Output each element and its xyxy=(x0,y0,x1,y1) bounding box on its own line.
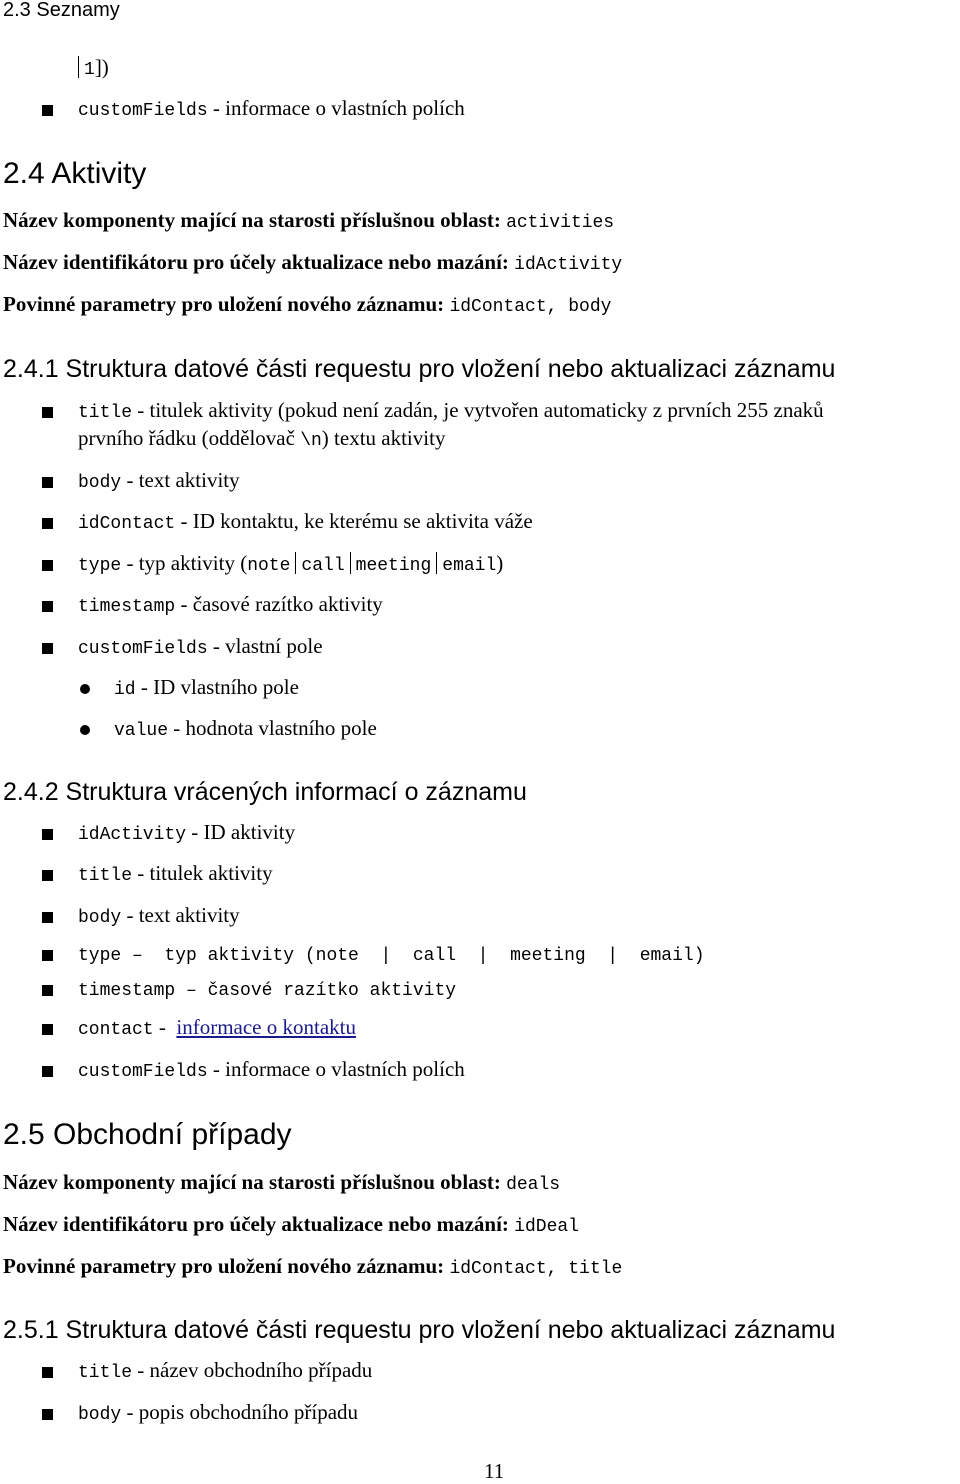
square-bullet-icon xyxy=(42,829,53,840)
round-bullet-icon xyxy=(80,684,90,694)
meta-label: Název komponenty mající na starosti příslušnou oblast: xyxy=(3,208,501,232)
subsection-heading: 2.4.2 Struktura vrácených informací o záznamu xyxy=(3,778,527,806)
separator xyxy=(350,552,351,574)
meta-label: Název komponenty mající na starosti příslušnou oblast: xyxy=(3,1170,501,1194)
item-text: - název obchodního případu xyxy=(132,1358,373,1382)
item-code: id xyxy=(114,680,136,700)
running-header: 2.3 Seznamy xyxy=(3,0,120,21)
type-option: meeting xyxy=(355,556,432,576)
square-bullet-icon xyxy=(42,1409,53,1420)
item-code: customFields xyxy=(78,639,208,659)
item-code: contact xyxy=(78,1020,154,1040)
meta-label: Název identifikátoru pro účely aktualizace nebo mazání: xyxy=(3,250,509,274)
item-code: type xyxy=(78,556,122,576)
item-code: \n xyxy=(300,431,322,451)
item-code: body xyxy=(78,473,122,493)
item-code: body xyxy=(78,908,122,928)
item-code: title xyxy=(78,866,133,886)
page-number: 11 xyxy=(484,1459,505,1483)
item-text: – typ aktivity (note | call | meeting | email) xyxy=(121,946,705,966)
item-text: - xyxy=(153,1015,177,1039)
item-text: - text aktivity xyxy=(121,468,240,492)
meta-value: idContact, body xyxy=(449,297,612,317)
type-option: note xyxy=(247,556,291,576)
square-bullet-icon xyxy=(42,643,53,654)
type-option: email xyxy=(442,556,497,576)
square-bullet-icon xyxy=(42,985,53,996)
meta-value: activities xyxy=(506,213,615,233)
meta-line xyxy=(3,292,611,317)
item-code: customFields xyxy=(78,1062,208,1082)
item-text: - hodnota vlastního pole xyxy=(168,716,377,740)
item-code: idActivity xyxy=(78,825,187,845)
square-bullet-icon xyxy=(42,870,53,881)
contact-info-link[interactable]: informace o kontaktu xyxy=(176,1015,356,1039)
square-bullet-icon xyxy=(42,601,53,612)
square-bullet-icon xyxy=(42,1367,53,1378)
item-text: - ID kontaktu, ke kterému se aktivita váže xyxy=(175,509,533,533)
section-heading: 2.5 Obchodní případy xyxy=(3,1118,292,1151)
meta-label: Povinné parametry pro uložení nového záznamu: xyxy=(3,1254,445,1278)
item-text: - typ aktivity ( xyxy=(121,551,248,575)
meta-label: Povinné parametry pro uložení nového záznamu: xyxy=(3,292,445,316)
item-text: - časové razítko aktivity xyxy=(175,592,383,616)
item-code: title xyxy=(78,403,133,423)
item-text: - ID aktivity xyxy=(186,820,296,844)
item-code: idContact xyxy=(78,514,176,534)
square-bullet-icon xyxy=(42,1024,53,1035)
square-bullet-icon xyxy=(42,105,53,116)
item-code: customFields xyxy=(78,101,208,121)
square-bullet-icon xyxy=(42,912,53,923)
item-text: - titulek aktivity (pokud není zadán, je vytvořen automaticky z prvních 255 znaků xyxy=(132,398,824,422)
item-text: - informace o vlastních polích xyxy=(207,96,465,120)
meta-value: idDeal xyxy=(514,1217,579,1237)
meta-value: idContact, title xyxy=(449,1259,623,1279)
section-heading: 2.4 Aktivity xyxy=(3,157,147,190)
code-fragment: 1 xyxy=(84,60,95,80)
separator xyxy=(295,552,296,574)
list-fragment xyxy=(78,55,109,80)
subsection-heading: 2.5.1 Struktura datové části requestu pro vložení nebo aktualizaci záznamu xyxy=(3,1316,836,1344)
square-bullet-icon xyxy=(42,407,53,418)
item-text: ) xyxy=(496,551,504,575)
item-code: title xyxy=(78,1363,133,1383)
fragment-tail: ]) xyxy=(94,55,109,79)
item-code: type xyxy=(78,946,122,966)
square-bullet-icon xyxy=(42,477,53,488)
meta-line xyxy=(3,250,622,275)
item-text: ) textu aktivity xyxy=(321,426,446,450)
type-option: call xyxy=(301,556,345,576)
meta-value: deals xyxy=(506,1175,561,1195)
item-text: – časové razítko aktivity xyxy=(175,981,457,1001)
meta-line xyxy=(3,1254,622,1279)
meta-label: Název identifikátoru pro účely aktualizace nebo mazání: xyxy=(3,1212,509,1236)
meta-value: idActivity xyxy=(514,255,623,275)
round-bullet-icon xyxy=(80,725,90,735)
item-code: body xyxy=(78,1405,122,1425)
item-text: - titulek aktivity xyxy=(132,861,273,885)
item-text: - text aktivity xyxy=(121,903,240,927)
item-text: - popis obchodního případu xyxy=(121,1400,359,1424)
separator xyxy=(436,552,437,574)
meta-line xyxy=(3,208,614,233)
item-text: - ID vlastního pole xyxy=(135,675,299,699)
item-text: prvního řádku (oddělovač xyxy=(78,426,301,450)
square-bullet-icon xyxy=(42,560,53,571)
meta-line xyxy=(3,1170,560,1195)
item-code: timestamp xyxy=(78,597,176,617)
meta-line xyxy=(3,1212,579,1237)
separator xyxy=(78,56,79,78)
square-bullet-icon xyxy=(42,1066,53,1077)
square-bullet-icon xyxy=(42,518,53,529)
item-code: timestamp xyxy=(78,981,176,1001)
item-text: - informace o vlastních polích xyxy=(207,1057,465,1081)
square-bullet-icon xyxy=(42,950,53,961)
item-text: - vlastní pole xyxy=(207,634,323,658)
subsection-heading: 2.4.1 Struktura datové části requestu pro vložení nebo aktualizaci záznamu xyxy=(3,355,836,383)
item-code: value xyxy=(114,721,169,741)
